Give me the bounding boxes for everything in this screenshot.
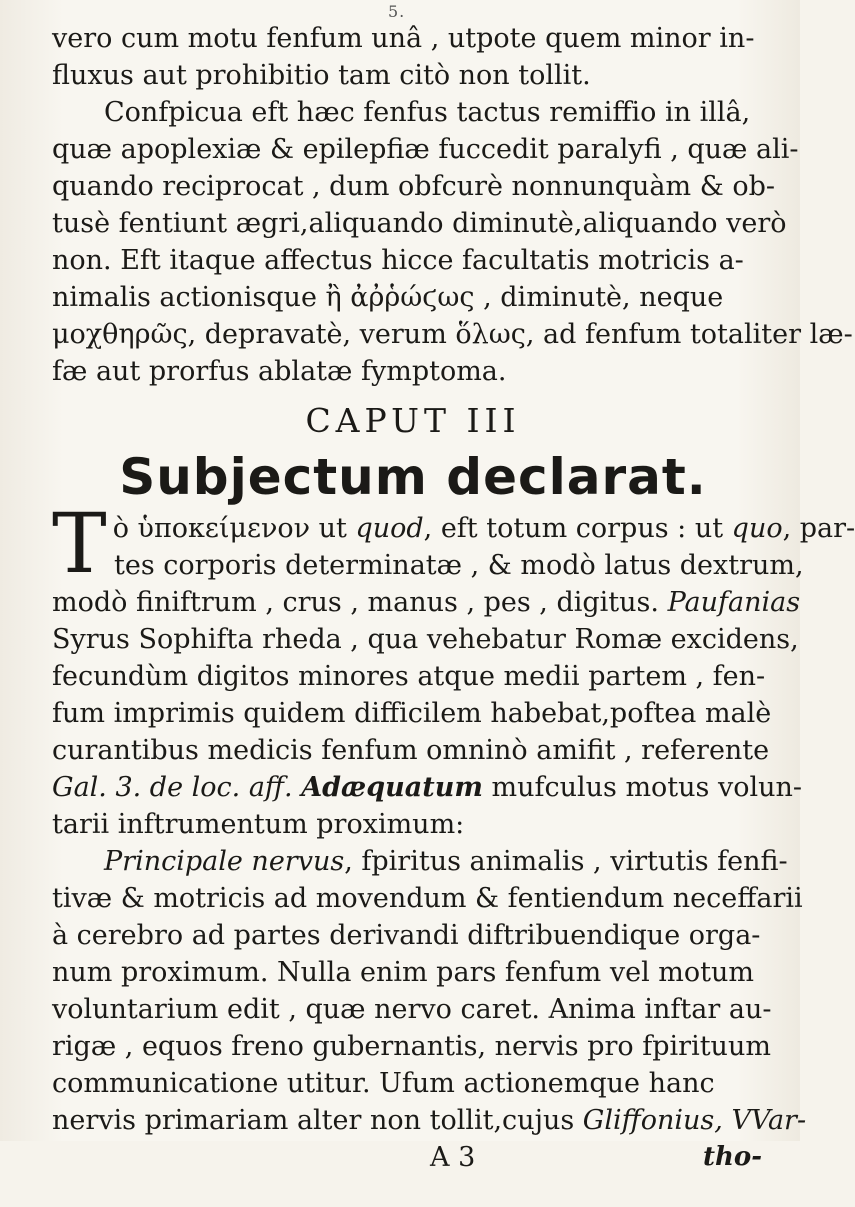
text-line	[52, 584, 801, 621]
text-line: vero cum motu fenfum unâ , utpote quem minor in-	[52, 23, 755, 54]
text-line: rigæ , equos freno gubernantis, nervis pro fpirituum	[52, 1031, 771, 1062]
text-line: voluntarium edit , quæ nervo caret. Anima inftar au-	[52, 994, 772, 1025]
text-span: modò finiftrum , crus , manus , pes , digitus.	[52, 587, 659, 618]
catchword: tho-	[702, 1142, 762, 1172]
text-line	[52, 769, 803, 806]
page-footer	[52, 1139, 774, 1176]
text-line: num proximum. Nulla enim pars fenfum vel motum	[52, 957, 754, 988]
text-span: ut	[310, 513, 356, 544]
italic-term: quo	[731, 513, 783, 544]
text-line: μοχθηρῶς, depravatè, verum ὅλως, ad fenfum totaliter læ-	[52, 319, 853, 350]
text-span: mufculus motus volun-	[482, 772, 803, 803]
text-line: communicatione utitur. Ufum actionemque hanc	[52, 1068, 715, 1099]
text-line: fluxus aut prohibitio tam citò non tollit.	[52, 60, 591, 91]
drop-cap: T	[52, 497, 107, 592]
text-span: , eft totum corpus : ut	[423, 513, 732, 544]
text-line: non. Eft itaque affectus hicce facultatis motricis a-	[52, 245, 744, 276]
text-line: curantibus medicis fenfum omninò amifit , referente	[52, 735, 770, 766]
italic-term: Principale nervus	[104, 846, 345, 877]
chapter-title: CAPUT III	[305, 401, 521, 440]
italic-name: Gliffonius, VVar-	[582, 1105, 807, 1136]
text-line: tes corporis determinatæ , & modò latus dextrum,	[114, 550, 804, 581]
greek-term: ὸ ὑποκείμενον	[112, 513, 311, 544]
text-span: , par-	[782, 513, 855, 544]
text-line: fum imprimis quidem difficilem habebat,poftea malè	[52, 698, 772, 729]
chapter-subtitle: Subjectum declarat.	[119, 448, 707, 506]
text-line: quæ apoplexiæ & epilepfiæ fuccedit paralyfi , quæ ali-	[52, 134, 799, 165]
text-line: fecundùm digitos minores atque medii partem , fen-	[52, 661, 766, 692]
citation: Gal. 3. de loc. aff.	[52, 772, 293, 803]
text-line	[52, 1102, 807, 1139]
text-line: fæ aut prorfus ablatæ fymptoma.	[52, 356, 507, 387]
gathering-signature: A 3	[430, 1142, 476, 1173]
text-line	[52, 843, 788, 880]
italic-name: Paufanias	[667, 587, 801, 618]
italic-term: Adæquatum	[301, 772, 483, 803]
text-span: , fpiritus animalis , virtutis fenfi-	[344, 846, 788, 877]
text-line: Confpicua eft hæc fenfus tactus remiffio in illâ,	[104, 97, 751, 128]
text-line: quando reciprocat , dum obfcurè nonnunquàm & ob-	[52, 171, 775, 202]
text-block	[52, 20, 855, 1176]
italic-term: quod	[355, 513, 424, 544]
text-line: tarii inftrumentum proximum:	[52, 809, 465, 840]
text-line: Syrus Sophifta rheda , qua vehebatur Romæ excidens,	[52, 624, 799, 655]
text-line: tivæ & motricis ad movendum & fentiendum neceffarii	[52, 883, 803, 914]
text-line: à cerebro ad partes derivandi diftribuendique orga-	[52, 920, 761, 951]
text-span: nervis primariam alter non tollit,cujus	[52, 1105, 583, 1136]
text-line: nimalis actionisque ἢ ἀῤῥώϛως , diminutè, neque	[52, 282, 724, 313]
text-line: tusè fentiunt ægri,aliquando diminutè,aliquando verò	[52, 208, 787, 239]
page-signature-mark: 5.	[388, 2, 406, 21]
